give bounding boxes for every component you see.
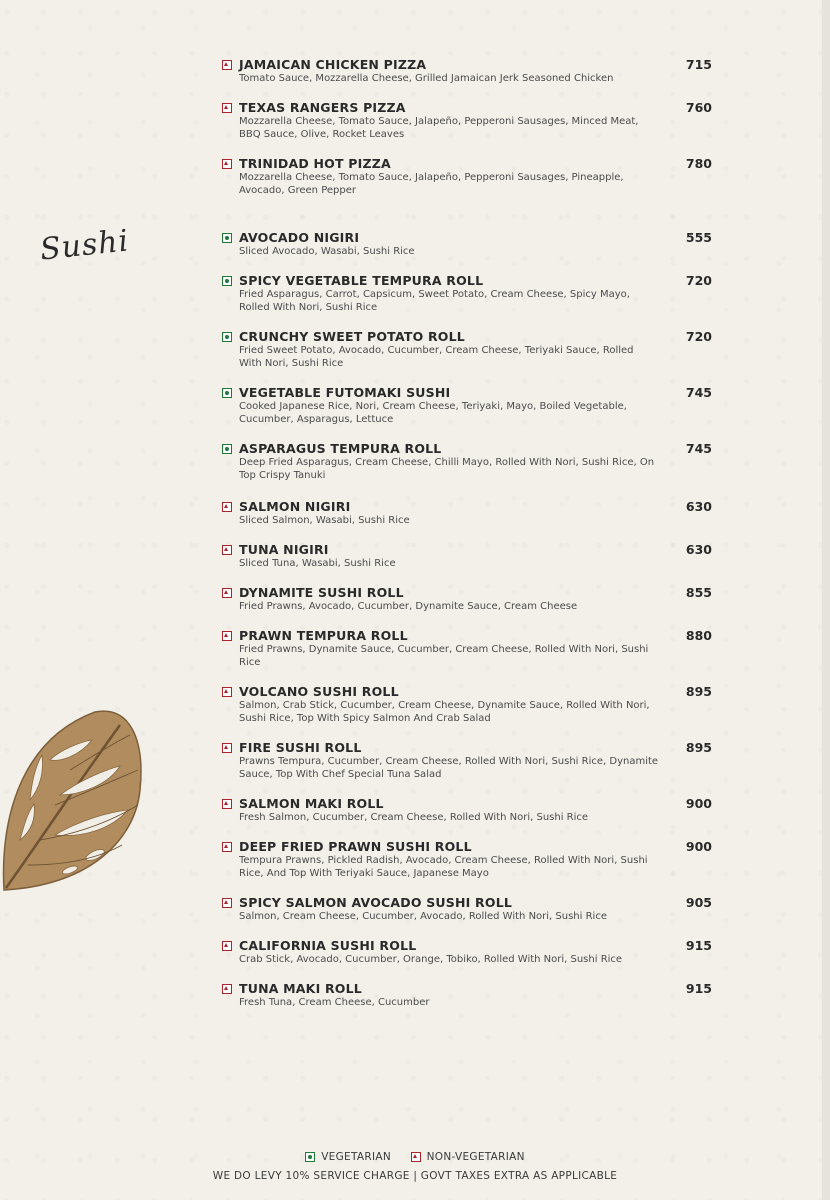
veg-mark-icon <box>222 444 232 454</box>
nonveg-mark-icon <box>222 60 232 70</box>
item-description: Mozzarella Cheese, Tomato Sauce, Jalapeño, Pepperoni Sausages, Pineapple, Avocado, Green Pepper <box>239 172 624 196</box>
nonveg-mark-icon <box>222 545 232 555</box>
nonveg-mark-icon <box>222 631 232 641</box>
veg-mark-icon <box>222 233 232 243</box>
veg-mark-icon <box>222 276 232 286</box>
nonveg-mark-icon <box>222 743 232 753</box>
item-name: DEEP FRIED PRAWN SUSHI ROLL <box>239 839 472 854</box>
item-name: AVOCADO NIGIRI <box>239 230 360 245</box>
item-price: 900 <box>685 839 712 854</box>
item-name: SPICY SALMON AVOCADO SUSHI ROLL <box>239 895 513 910</box>
item-name: PRAWN TEMPURA ROLL <box>239 628 408 643</box>
item-description: Sliced Tuna, Wasabi, Sushi Rice <box>239 558 396 569</box>
item-price: 905 <box>685 895 712 910</box>
item-price: 715 <box>685 57 712 72</box>
item-price: 630 <box>685 542 712 557</box>
item-price: 720 <box>685 273 712 288</box>
item-description: Fried Asparagus, Carrot, Capsicum, Sweet Potato, Cream Cheese, Spicy Mayo, Rolled With Nori, Sushi Rice <box>239 289 630 313</box>
nonveg-mark-icon <box>222 159 232 169</box>
nonveg-mark-icon <box>222 687 232 697</box>
item-description: Sliced Salmon, Wasabi, Sushi Rice <box>239 515 410 526</box>
nonveg-mark-icon <box>222 984 232 994</box>
item-name: TUNA NIGIRI <box>239 542 329 557</box>
diet-legend <box>0 1151 830 1163</box>
nonveg-mark-icon <box>222 898 232 908</box>
item-description: Fried Prawns, Avocado, Cucumber, Dynamite Sauce, Cream Cheese <box>239 601 578 612</box>
item-name: TRINIDAD HOT PIZZA <box>239 156 391 171</box>
nonveg-mark-icon <box>411 1152 421 1162</box>
nonveg-mark-icon <box>222 941 232 951</box>
item-description: Tempura Prawns, Pickled Radish, Avocado, Cream Cheese, Rolled With Nori, Sushi Rice, And Top With Teriyaki Sauce, Japanese Mayo <box>239 855 648 879</box>
legend-nonveg <box>411 1151 525 1163</box>
item-name: DYNAMITE SUSHI ROLL <box>239 585 404 600</box>
veg-mark-icon <box>222 388 232 398</box>
item-description: Fried Prawns, Dynamite Sauce, Cucumber, Cream Cheese, Rolled With Nori, Sushi Rice <box>239 644 649 668</box>
item-price: 895 <box>685 740 712 755</box>
section-title-sushi: Sushi <box>38 223 131 268</box>
item-description: Tomato Sauce, Mozzarella Cheese, Grilled Jamaican Jerk Seasoned Chicken <box>239 73 614 84</box>
item-name: ASPARAGUS TEMPURA ROLL <box>239 441 442 456</box>
item-price: 895 <box>685 684 712 699</box>
item-name: SALMON NIGIRI <box>239 499 351 514</box>
item-name: CRUNCHY SWEET POTATO ROLL <box>239 329 465 344</box>
item-price: 760 <box>685 100 712 115</box>
nonveg-mark-icon <box>222 103 232 113</box>
item-price: 915 <box>685 938 712 953</box>
item-description: Sliced Avocado, Wasabi, Sushi Rice <box>239 246 415 257</box>
item-description: Cooked Japanese Rice, Nori, Cream Cheese, Teriyaki, Mayo, Boiled Vegetable, Cucumber, Asparagus, Lettuce <box>239 401 627 425</box>
item-name: VEGETABLE FUTOMAKI SUSHI <box>239 385 451 400</box>
item-price: 720 <box>685 329 712 344</box>
item-price: 855 <box>685 585 712 600</box>
nonveg-mark-icon <box>222 502 232 512</box>
veg-mark-icon <box>305 1152 315 1162</box>
item-name: CALIFORNIA SUSHI ROLL <box>239 938 417 953</box>
item-description: Fresh Tuna, Cream Cheese, Cucumber <box>239 997 430 1008</box>
item-price: 630 <box>685 499 712 514</box>
nonveg-mark-icon <box>222 588 232 598</box>
item-description: Fresh Salmon, Cucumber, Cream Cheese, Rolled With Nori, Sushi Rice <box>239 812 589 823</box>
item-description: Deep Fried Asparagus, Cream Cheese, Chilli Mayo, Rolled With Nori, Sushi Rice, On Top Crispy Tanuki <box>239 457 655 481</box>
item-price: 555 <box>685 230 712 245</box>
monstera-leaf-icon <box>0 700 150 900</box>
item-name: SALMON MAKI ROLL <box>239 796 384 811</box>
nonveg-mark-icon <box>222 799 232 809</box>
item-description: Prawns Tempura, Cucumber, Cream Cheese, Rolled With Nori, Sushi Rice, Dynamite Sauce, Top With Chef Special Tuna Salad <box>239 756 659 780</box>
item-description: Crab Stick, Avocado, Cucumber, Orange, Tobiko, Rolled With Nori, Sushi Rice <box>239 954 623 965</box>
legend-nonveg-label: NON-VEGETARIAN <box>426 1151 525 1163</box>
page-edge <box>822 0 830 1200</box>
item-price: 880 <box>685 628 712 643</box>
item-description: Salmon, Crab Stick, Cucumber, Cream Cheese, Dynamite Sauce, Rolled With Nori, Sushi Rice, Top With Spicy Salmon And Crab Salad <box>239 700 650 724</box>
item-name: VOLCANO SUSHI ROLL <box>239 684 399 699</box>
veg-mark-icon <box>222 332 232 342</box>
item-name: SPICY VEGETABLE TEMPURA ROLL <box>239 273 484 288</box>
item-price: 915 <box>685 981 712 996</box>
footer-note: WE DO LEVY 10% SERVICE CHARGE | GOVT TAXES EXTRA AS APPLICABLE <box>212 1170 618 1182</box>
item-price: 900 <box>685 796 712 811</box>
legend-veg <box>305 1151 391 1163</box>
item-price: 780 <box>685 156 712 171</box>
item-price: 745 <box>685 441 712 456</box>
item-description: Fried Sweet Potato, Avocado, Cucumber, Cream Cheese, Teriyaki Sauce, Rolled With Nori, Sushi Rice <box>239 345 634 369</box>
item-description: Mozzarella Cheese, Tomato Sauce, Jalapeño, Pepperoni Sausages, Minced Meat, BBQ Sauce, Olive, Rocket Leaves <box>239 116 639 140</box>
item-name: TEXAS RANGERS PIZZA <box>239 100 406 115</box>
item-description: Salmon, Cream Cheese, Cucumber, Avocado, Rolled With Nori, Sushi Rice <box>239 911 607 922</box>
item-name: TUNA MAKI ROLL <box>239 981 362 996</box>
item-price: 745 <box>685 385 712 400</box>
item-name: FIRE SUSHI ROLL <box>239 740 362 755</box>
legend-veg-label: VEGETARIAN <box>321 1151 391 1163</box>
item-name: JAMAICAN CHICKEN PIZZA <box>239 57 427 72</box>
nonveg-mark-icon <box>222 842 232 852</box>
